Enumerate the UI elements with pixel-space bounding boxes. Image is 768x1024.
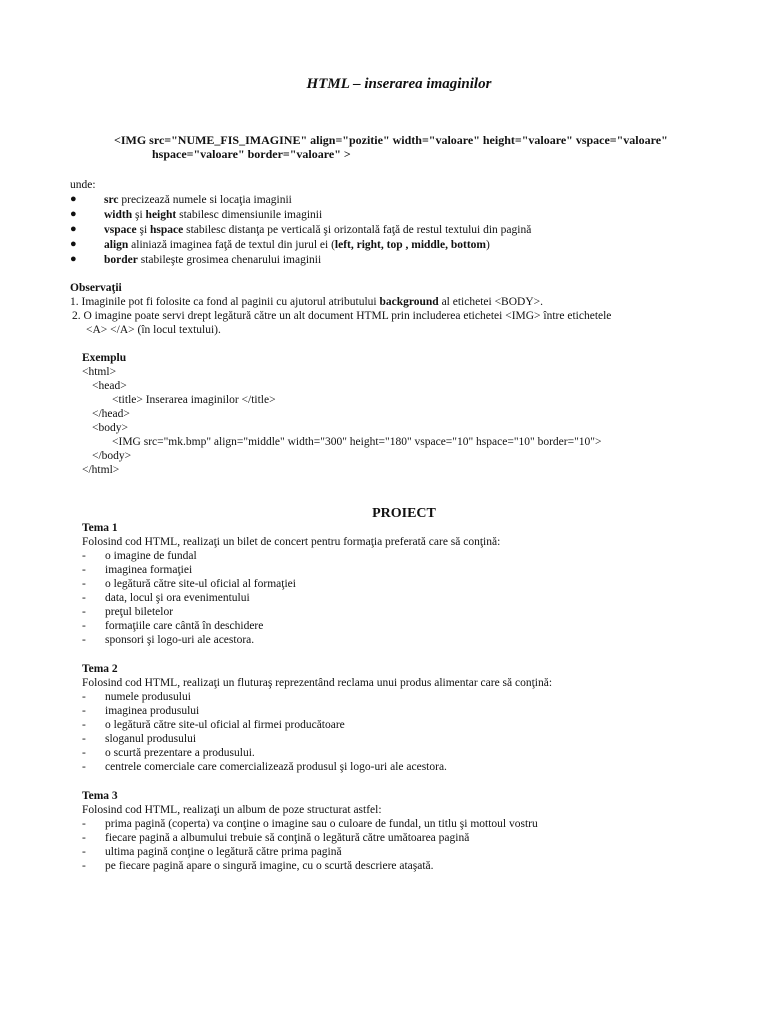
attribute-item-align (104, 238, 490, 252)
dash-icon: - (82, 818, 86, 830)
attr-name: border (104, 254, 138, 266)
attr-name: width (104, 209, 133, 221)
observatie-2-line-1: 2. O imagine poate servi drept legătură către un alt document HTML prin includerea etichetei <IMG> între etichetele (72, 310, 612, 322)
attr-end: ) (486, 239, 490, 251)
list-item: centrele comerciale care comercializează produsul şi logo-uri ale acestora. (105, 761, 447, 773)
tema-intro: Folosind cod HTML, realizaţi un fluturaş reprezentând reclama unui produs alimentar care să conţină: (82, 677, 553, 689)
attr-desc: stabilesc dimensiunile imaginii (176, 209, 323, 221)
code-line: <body> (92, 422, 128, 434)
list-item: preţul biletelor (105, 606, 174, 618)
attr-name-2: height (145, 209, 177, 221)
code-line: </html> (82, 464, 120, 476)
dash-icon: - (82, 634, 86, 646)
dash-icon: - (82, 578, 86, 590)
list-item: prima pagină (coperta) va conţine o imagine sau o culoare de fundal, un titlu şi mottoul vostru (105, 818, 538, 830)
attr-conj: şi (132, 209, 146, 221)
bullet-icon: ● (70, 208, 77, 220)
list-item: ultima pagină conţine o legătură către prima pagină (105, 846, 342, 858)
dash-icon: - (82, 592, 86, 604)
tema-title: Tema 2 (82, 663, 118, 675)
code-line: <head> (92, 380, 127, 392)
obs-text: 1. Imaginile pot fi folosite ca fond al paginii cu ajutorul atributului (70, 296, 380, 308)
dash-icon: - (82, 733, 86, 745)
attr-name-2: hspace (150, 224, 184, 236)
obs-keyword: background (379, 296, 439, 308)
attribute-item-src (104, 193, 292, 207)
syntax-line-1: <IMG src="NUME_FIS_IMAGINE" align="pozitie" width="valoare" height="valoare" vspace="valoare" (114, 133, 668, 147)
dash-icon: - (82, 550, 86, 562)
list-item: o imagine de fundal (105, 550, 197, 562)
list-item: o legătură către site-ul oficial al firmei producătoare (105, 719, 345, 731)
list-item: pe fiecare pagină apare o singură imagine, cu o scurtă descriere ataşată. (105, 860, 434, 872)
list-item: formaţiile care cântă în deschidere (105, 620, 264, 632)
bullet-icon: ● (70, 238, 77, 250)
exemplu-heading: Exemplu (82, 352, 127, 364)
unde-label: unde: (70, 179, 96, 191)
dash-icon: - (82, 761, 86, 773)
dash-icon: - (82, 832, 86, 844)
bullet-icon: ● (70, 193, 77, 205)
dash-icon: - (82, 860, 86, 872)
dash-icon: - (82, 691, 86, 703)
list-item: sloganul produsului (105, 733, 197, 745)
list-item: fiecare pagină a albumului trebuie să conţină o legătură către umătoarea pagină (105, 832, 470, 844)
list-item: imaginea produsului (105, 705, 200, 717)
attribute-item-width-height (104, 208, 322, 222)
attr-values: left, right, top , middle, bottom (334, 239, 486, 251)
observatie-2-line-2: <A> </A> (în locul textului). (86, 324, 221, 336)
code-line: <html> (82, 366, 117, 378)
attr-desc: stabileşte grosimea chenarului imaginii (137, 254, 322, 266)
dash-icon: - (82, 564, 86, 576)
code-line: </body> (92, 450, 132, 462)
attr-desc: precizează numele si locaţia imaginii (118, 194, 292, 206)
dash-icon: - (82, 705, 86, 717)
attr-name: align (104, 239, 129, 251)
attr-desc: aliniază imaginea faţă de textul din jurul ei ( (128, 239, 335, 251)
list-item: o scurtă prezentare a produsului. (105, 747, 255, 759)
bullet-icon: ● (70, 223, 77, 235)
proiect-heading: PROIECT (372, 506, 436, 521)
obs-text: al etichetei <BODY>. (438, 296, 544, 308)
tema-title: Tema 1 (82, 522, 118, 534)
attr-desc: stabilesc distanţa pe verticală şi orizontală faţă de restul textului din pagină (183, 224, 532, 236)
page-title: HTML – inserarea imaginilor (306, 76, 492, 92)
dash-icon: - (82, 606, 86, 618)
dash-icon: - (82, 846, 86, 858)
list-item: data, locul şi ora evenimentului (105, 592, 250, 604)
bullet-icon: ● (70, 253, 77, 265)
observatie-1 (70, 295, 543, 309)
code-line: <title> Inserarea imaginilor </title> (112, 394, 276, 406)
code-line: <IMG src="mk.bmp" align="middle" width="300" height="180" vspace="10" hspace="10" border="10"> (112, 436, 602, 448)
attr-name: src (104, 194, 119, 206)
observatii-heading: Observaţii (70, 282, 122, 294)
list-item: sponsori şi logo-uri ale acestora. (105, 634, 255, 646)
attribute-item-border (104, 253, 321, 267)
list-item: numele produsului (105, 691, 191, 703)
code-line: </head> (92, 408, 130, 420)
tema-title: Tema 3 (82, 790, 118, 802)
attr-name: vspace (104, 224, 137, 236)
dash-icon: - (82, 747, 86, 759)
list-item: imaginea formaţiei (105, 564, 193, 576)
syntax-line-2: hspace="valoare" border="valoare" > (152, 147, 351, 161)
attr-conj: şi (136, 224, 151, 236)
attribute-item-vspace-hspace (104, 223, 531, 237)
dash-icon: - (82, 620, 86, 632)
tema-intro: Folosind cod HTML, realizaţi un bilet de concert pentru formaţia preferată care să conţină: (82, 536, 501, 548)
dash-icon: - (82, 719, 86, 731)
tema-intro: Folosind cod HTML, realizaţi un album de poze structurat astfel: (82, 804, 382, 816)
list-item: o legătură către site-ul oficial al formaţiei (105, 578, 296, 590)
